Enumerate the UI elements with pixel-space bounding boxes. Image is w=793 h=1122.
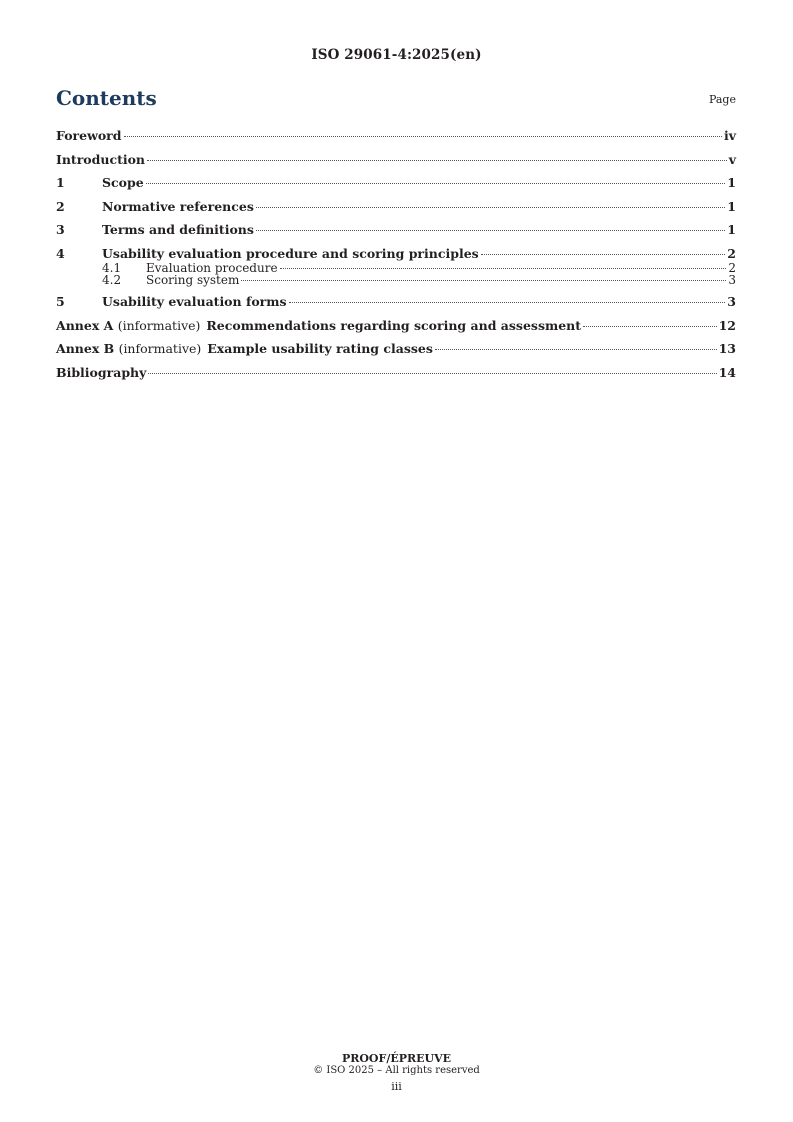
toc-entry-title: Introduction [56, 151, 146, 167]
toc-entry-title: Example usability rating classes [207, 341, 433, 356]
toc-entry-bibliography[interactable] [56, 365, 736, 381]
toc-entry-scope[interactable] [56, 175, 736, 191]
toc-subentry-scoring-system[interactable] [56, 274, 736, 287]
proof-label: PROOF/ÉPREUVE [341, 1052, 452, 1065]
toc-entry-page: 2 [728, 260, 736, 275]
toc-entry-number: 5 [56, 294, 65, 309]
dot-leader [481, 254, 726, 255]
dot-leader [435, 349, 717, 350]
annex-type: (informative) [117, 317, 201, 333]
toc-entry-title: Normative references [102, 198, 254, 214]
page-footer [0, 1053, 793, 1095]
page-column-label: Page [708, 93, 736, 106]
toc-entry-annex-b[interactable] [56, 341, 736, 357]
toc-entry-page: 1 [727, 222, 736, 237]
dot-leader [147, 160, 727, 161]
toc-entry-page: 3 [727, 294, 736, 309]
dot-leader [241, 280, 726, 281]
dot-leader [124, 136, 722, 137]
dot-leader [289, 302, 726, 303]
toc-entry-number: 3 [56, 222, 65, 237]
dot-leader [146, 183, 726, 184]
toc-entry-number: 4.1 [102, 260, 122, 275]
toc-entry-page: 1 [727, 198, 736, 214]
toc-entry-title: Scope [102, 175, 144, 190]
toc-entry-title: Evaluation procedure [146, 260, 278, 275]
toc-entry-title: Foreword [56, 128, 122, 143]
annex-type: (informative) [118, 341, 202, 356]
toc-entry-title: Terms and definitions [102, 222, 254, 237]
toc-entry-number: 1 [56, 175, 65, 190]
toc-entry-page: 3 [728, 273, 736, 287]
toc-entry-page: 12 [718, 317, 736, 333]
dot-leader [256, 230, 725, 231]
dot-leader [280, 268, 727, 269]
dot-leader [583, 326, 717, 327]
toc-entry-number: 2 [56, 198, 65, 214]
document-id: ISO 29061-4:2025(en) [311, 47, 482, 63]
toc-entry-title: Usability evaluation procedure and scoring principles [102, 245, 479, 261]
toc-entry-normative-references[interactable] [56, 199, 736, 215]
contents-header [56, 86, 736, 112]
page-number: iii [391, 1080, 402, 1093]
toc-entry-number: 4.2 [102, 273, 122, 287]
toc-entry-page: 14 [718, 364, 736, 380]
annex-label: Annex A [56, 317, 114, 333]
toc-entry-annex-a[interactable] [56, 318, 736, 334]
toc-entry-page: 1 [727, 175, 736, 190]
contents-title: Contents [56, 86, 157, 110]
toc-entry-page: 2 [727, 245, 736, 261]
toc-entry-number: 4 [56, 245, 65, 261]
toc-entry-terms-and-definitions[interactable] [56, 222, 736, 238]
annex-label: Annex B [56, 341, 115, 356]
toc-entry-title: Usability evaluation forms [102, 294, 287, 309]
toc-entry-introduction[interactable] [56, 152, 736, 168]
table-of-contents [56, 128, 736, 381]
toc-entry-usability-evaluation-procedure[interactable] [56, 246, 736, 262]
dot-leader [256, 207, 725, 208]
toc-entry-title: Scoring system [146, 273, 240, 287]
toc-entry-page: v [728, 151, 736, 167]
toc-entry-title: Bibliography [56, 364, 147, 380]
toc-entry-title: Recommendations regarding scoring and assessment [206, 317, 582, 333]
dot-leader [148, 373, 716, 374]
copyright-notice: © ISO 2025 – All rights reserved [313, 1065, 480, 1076]
toc-entry-usability-evaluation-forms[interactable] [56, 294, 736, 310]
toc-entry-foreword[interactable] [56, 128, 736, 144]
toc-entry-page: iv [723, 128, 736, 143]
toc-entry-page: 13 [718, 341, 736, 356]
